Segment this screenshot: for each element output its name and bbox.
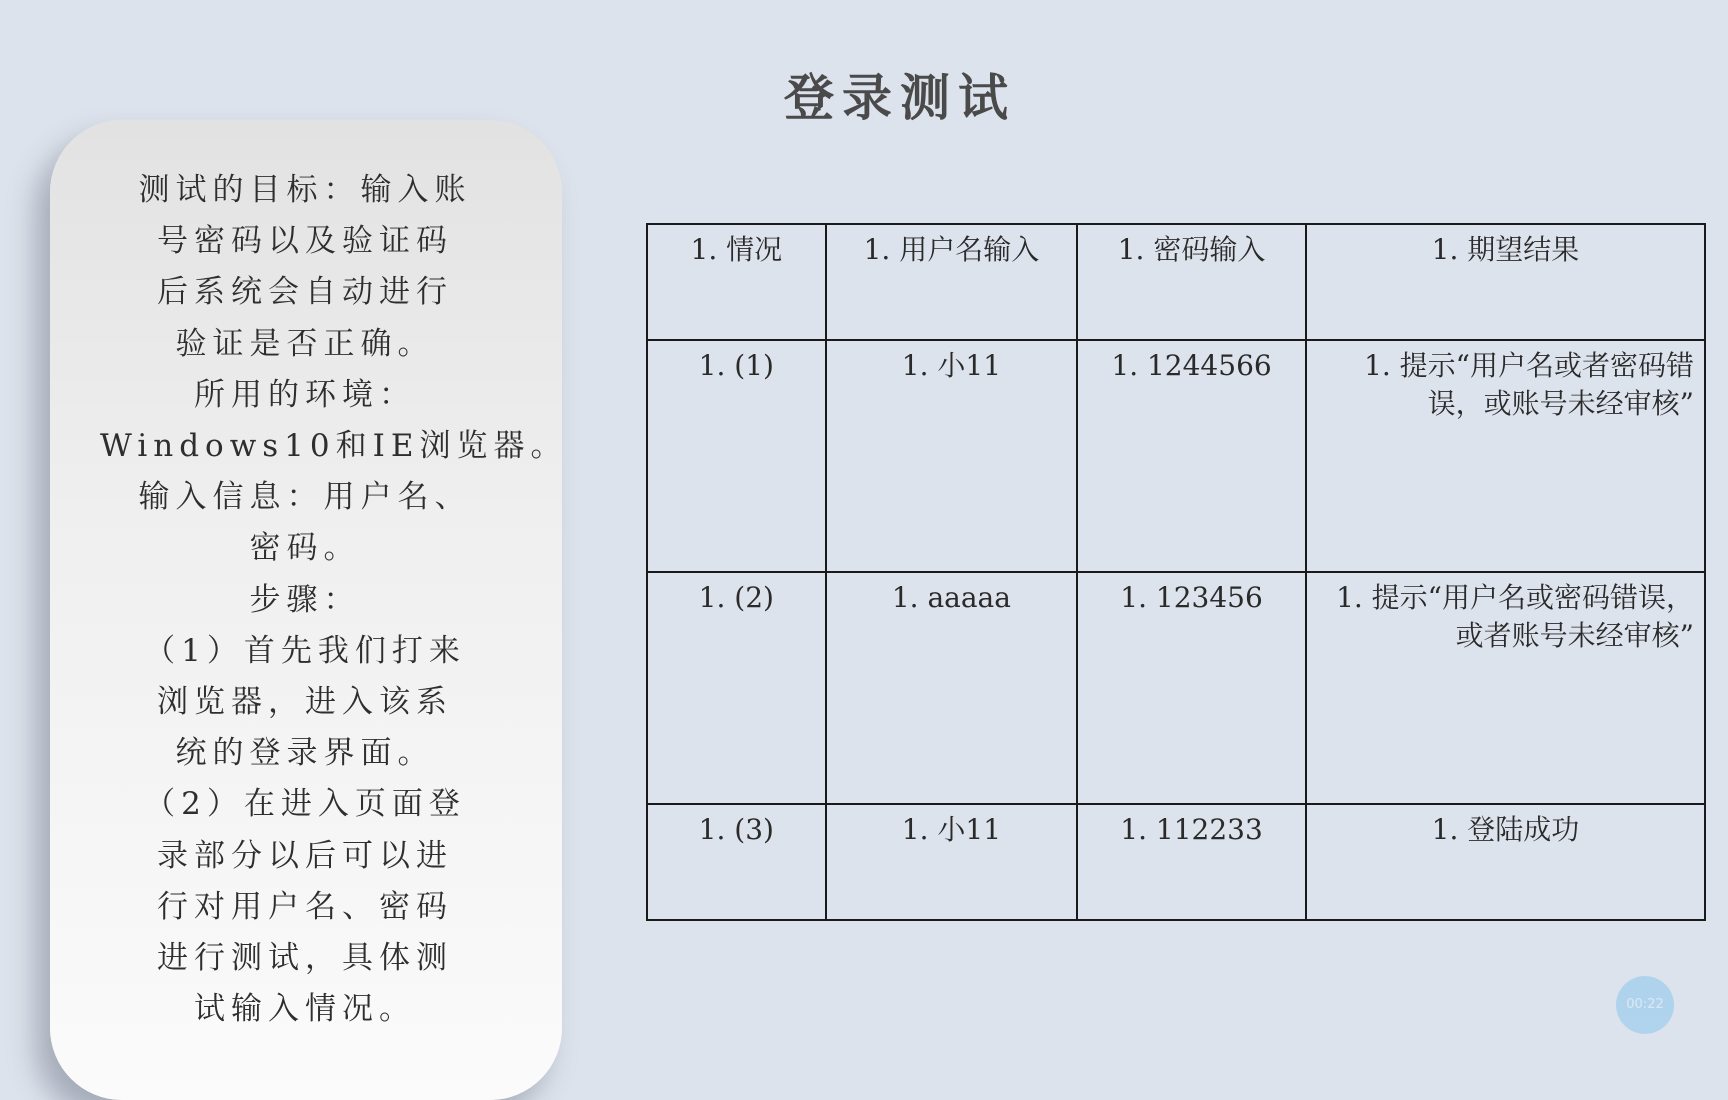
notes-line: 行对用户名、密码 (157, 888, 453, 925)
notes-line: 验证是否正确。 (175, 325, 435, 362)
notes-line: 测试的目标：输入账 (138, 172, 472, 208)
notes-line: 试输入情况。 (194, 991, 416, 1028)
table-row (647, 572, 1705, 804)
table-row (647, 340, 1705, 572)
notes-line: 输入信息：用户名、 (138, 479, 472, 516)
cell-expected: 1. 提示“用户名或密码错误，或者账号未经审核” (1306, 572, 1705, 804)
notes-line: 浏览器，进入该系 (157, 684, 453, 721)
playback-timer-badge[interactable]: 00:22 (1616, 976, 1674, 1034)
test-case-table (646, 223, 1706, 921)
notes-line: 密码。 (249, 530, 361, 567)
notes-line: 进行测试，具体测 (157, 940, 453, 977)
notes-line: 所用的环境： (194, 376, 416, 413)
cell-username: 1. 小11 (826, 340, 1078, 572)
header-expected: 1. 期望结果 (1306, 224, 1705, 340)
notes-line: 统的登录界面。 (175, 735, 435, 772)
header-username: 1. 用户名输入 (826, 224, 1078, 340)
notes-line: 号密码以及验证码 (157, 223, 453, 260)
notes-line: （2）在进入页面登 (144, 786, 466, 823)
header-password: 1. 密码输入 (1077, 224, 1306, 340)
notes-line: Windows10和IE浏览器。 (100, 428, 568, 465)
cell-password: 1. 123456 (1077, 572, 1306, 804)
notes-line: 步骤： (249, 581, 361, 618)
notes-text (100, 165, 568, 1035)
table-row (647, 804, 1705, 920)
cell-case: 1. (1) (647, 340, 826, 572)
header-case: 1. 情况 (647, 224, 826, 340)
table-header-row (647, 224, 1705, 340)
cell-username: 1. aaaaa (826, 572, 1078, 804)
notes-line: （1）首先我们打来 (144, 632, 466, 669)
notes-line: 后系统会自动进行 (157, 274, 453, 311)
slide-title: 登录测试 (784, 69, 1016, 127)
cell-password: 1. 112233 (1077, 804, 1306, 920)
notes-line: 录部分以后可以进 (157, 837, 453, 874)
cell-expected: 1. 登陆成功 (1306, 804, 1705, 920)
cell-expected: 1. 提示“用户名或者密码错误，或账号未经审核” (1306, 340, 1705, 572)
cell-password: 1. 1244566 (1077, 340, 1306, 572)
cell-case: 1. (2) (647, 572, 826, 804)
cell-username: 1. 小11 (826, 804, 1078, 920)
cell-case: 1. (3) (647, 804, 826, 920)
